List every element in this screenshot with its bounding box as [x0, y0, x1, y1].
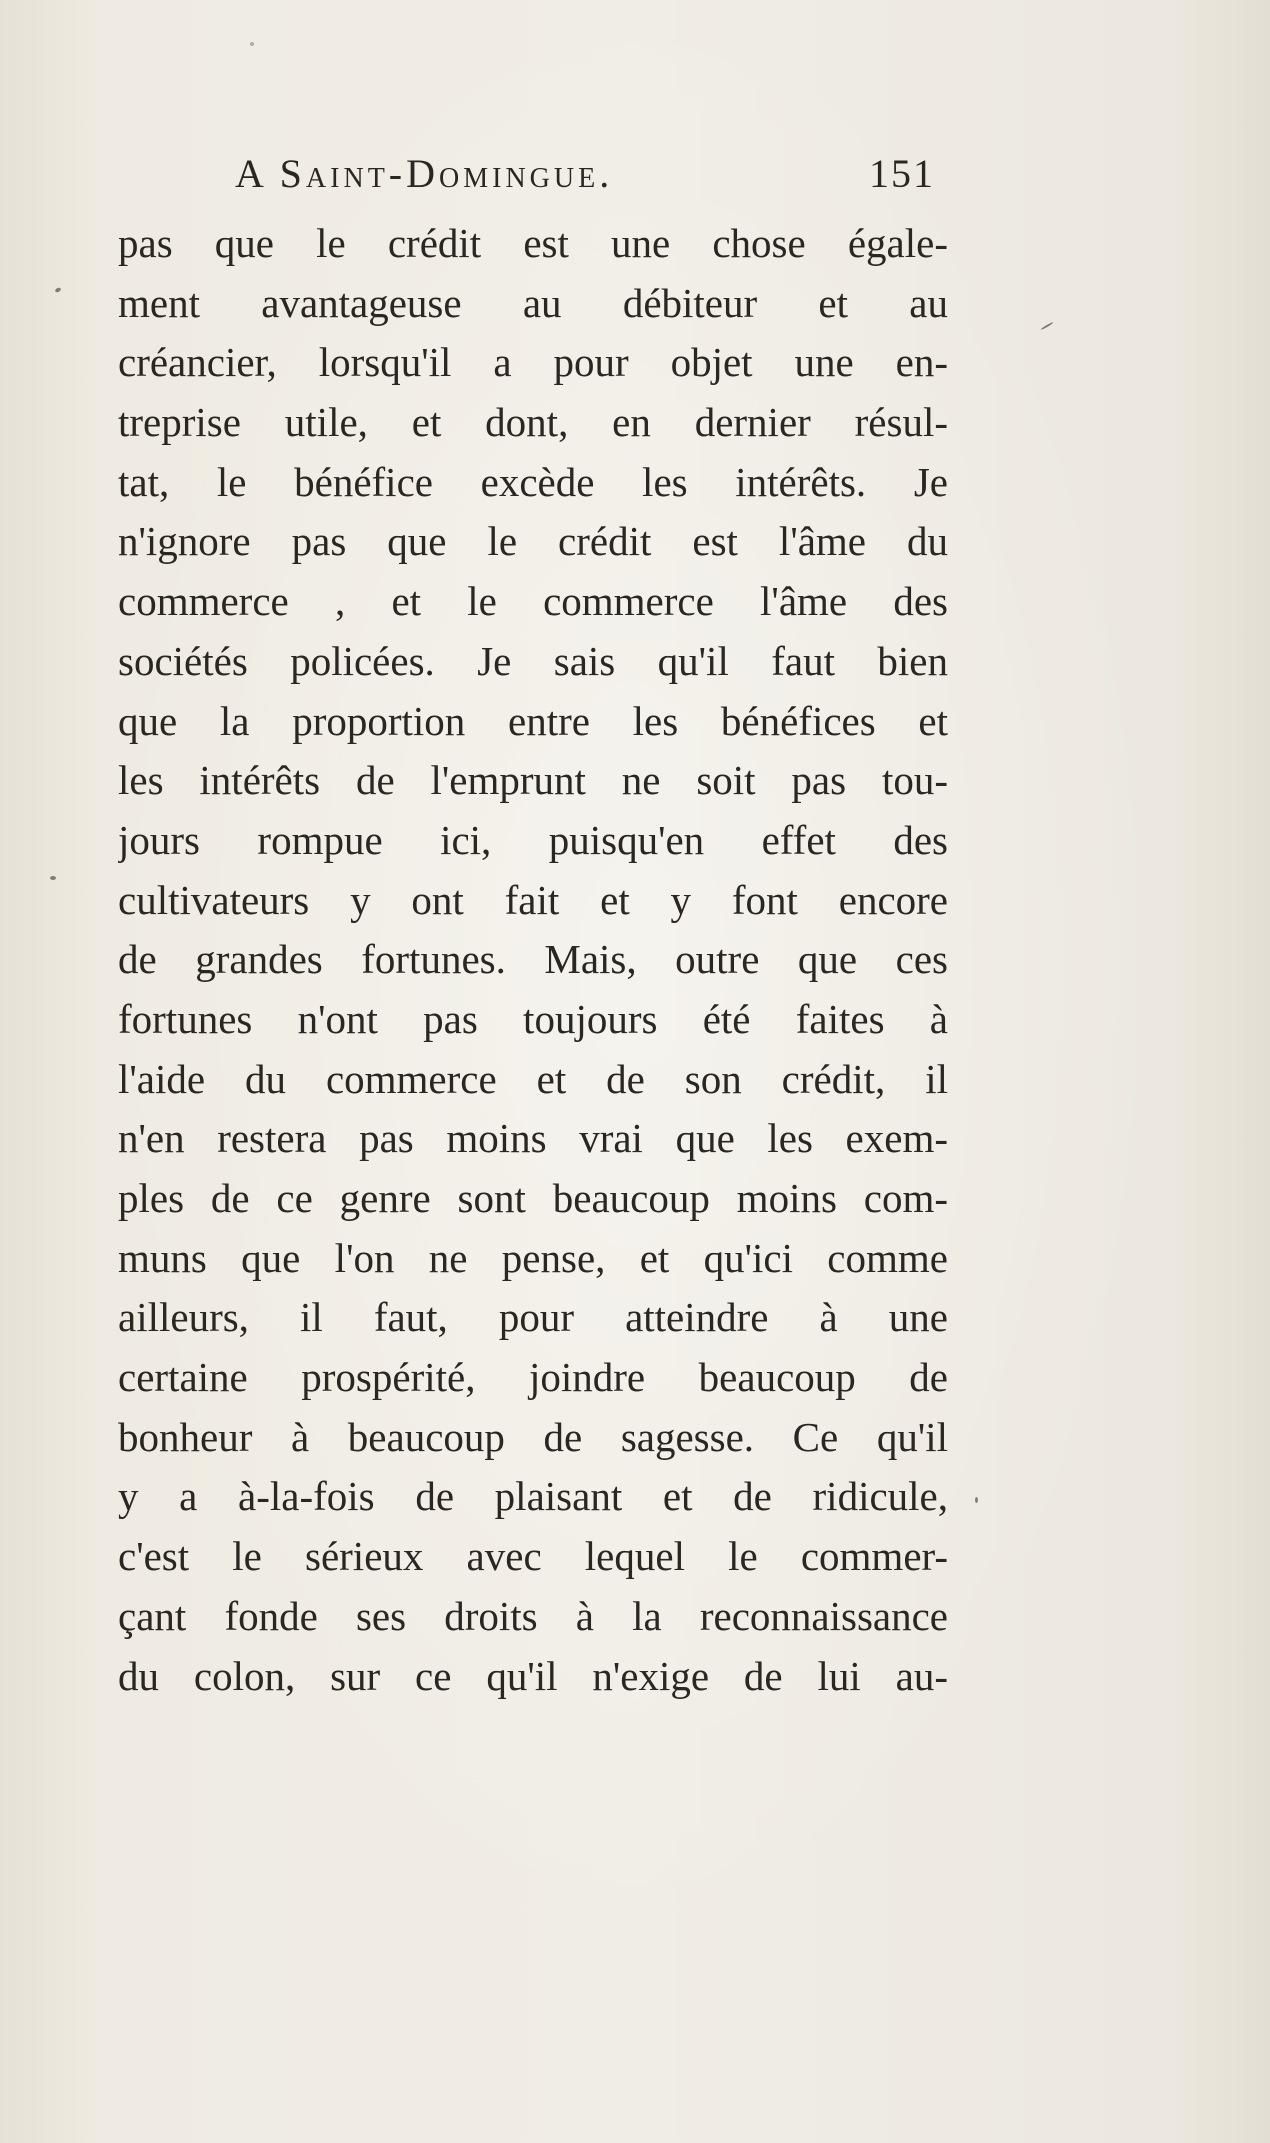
- text-line: fortunes n'ont pas toujours été faites à: [118, 995, 948, 1042]
- text-line: treprise utile, et dont, en dernier résul-: [118, 399, 948, 446]
- paper-speck: [50, 876, 56, 880]
- text-line: tat, le bénéfice excède les intérêts. Je: [118, 458, 948, 505]
- text-line: ment avantageuse au débiteur et au: [118, 279, 948, 326]
- paper-speck: [1040, 322, 1053, 331]
- text-line: les intérêts de l'emprunt ne soit pas tou-: [118, 757, 948, 804]
- text-line: cultivateurs y ont fait et y font encore: [118, 876, 948, 923]
- text-line: commerce , et le commerce l'âme des: [118, 578, 948, 625]
- text-line: créancier, lorsqu'il a pour objet une en-: [118, 339, 948, 386]
- text-line: çant fonde ses droits à la reconnaissance: [118, 1592, 948, 1639]
- text-line: ailleurs, il faut, pour atteindre à une: [118, 1294, 948, 1341]
- paper-speck: [975, 1497, 978, 1503]
- page-number: 151: [869, 151, 935, 196]
- page-header: [235, 150, 935, 210]
- text-line: muns que l'on ne pense, et qu'ici comme: [118, 1234, 948, 1281]
- text-line: bonheur à beaucoup de sagesse. Ce qu'il: [118, 1413, 948, 1460]
- text-line: jours rompue ici, puisqu'en effet des: [118, 816, 948, 863]
- running-head: A Saint-Domingue.: [235, 151, 614, 196]
- paper-speck: [250, 42, 254, 46]
- text-line: de grandes fortunes. Mais, outre que ces: [118, 936, 948, 983]
- text-line: que la proportion entre les bénéfices et: [118, 697, 948, 744]
- text-line: y a à-la-fois de plaisant et de ridicule,: [118, 1473, 948, 1520]
- text-line: l'aide du commerce et de son crédit, il: [118, 1055, 948, 1102]
- text-line: n'ignore pas que le crédit est l'âme du: [118, 518, 948, 565]
- body-text: [118, 214, 948, 1706]
- text-line: ples de ce genre sont beaucoup moins com-: [118, 1175, 948, 1221]
- text-line: pas que le crédit est une chose égale-: [118, 220, 948, 266]
- text-line: du colon, sur ce qu'il n'exige de lui au-: [118, 1652, 948, 1699]
- text-line: n'en restera pas moins vrai que les exem-: [118, 1115, 948, 1162]
- text-line: sociétés policées. Je sais qu'il faut bien: [118, 637, 948, 684]
- text-line: c'est le sérieux avec lequel le commer-: [118, 1533, 948, 1580]
- text-line: certaine prospérité, joindre beaucoup de: [118, 1354, 948, 1401]
- paper-speck: [54, 287, 61, 293]
